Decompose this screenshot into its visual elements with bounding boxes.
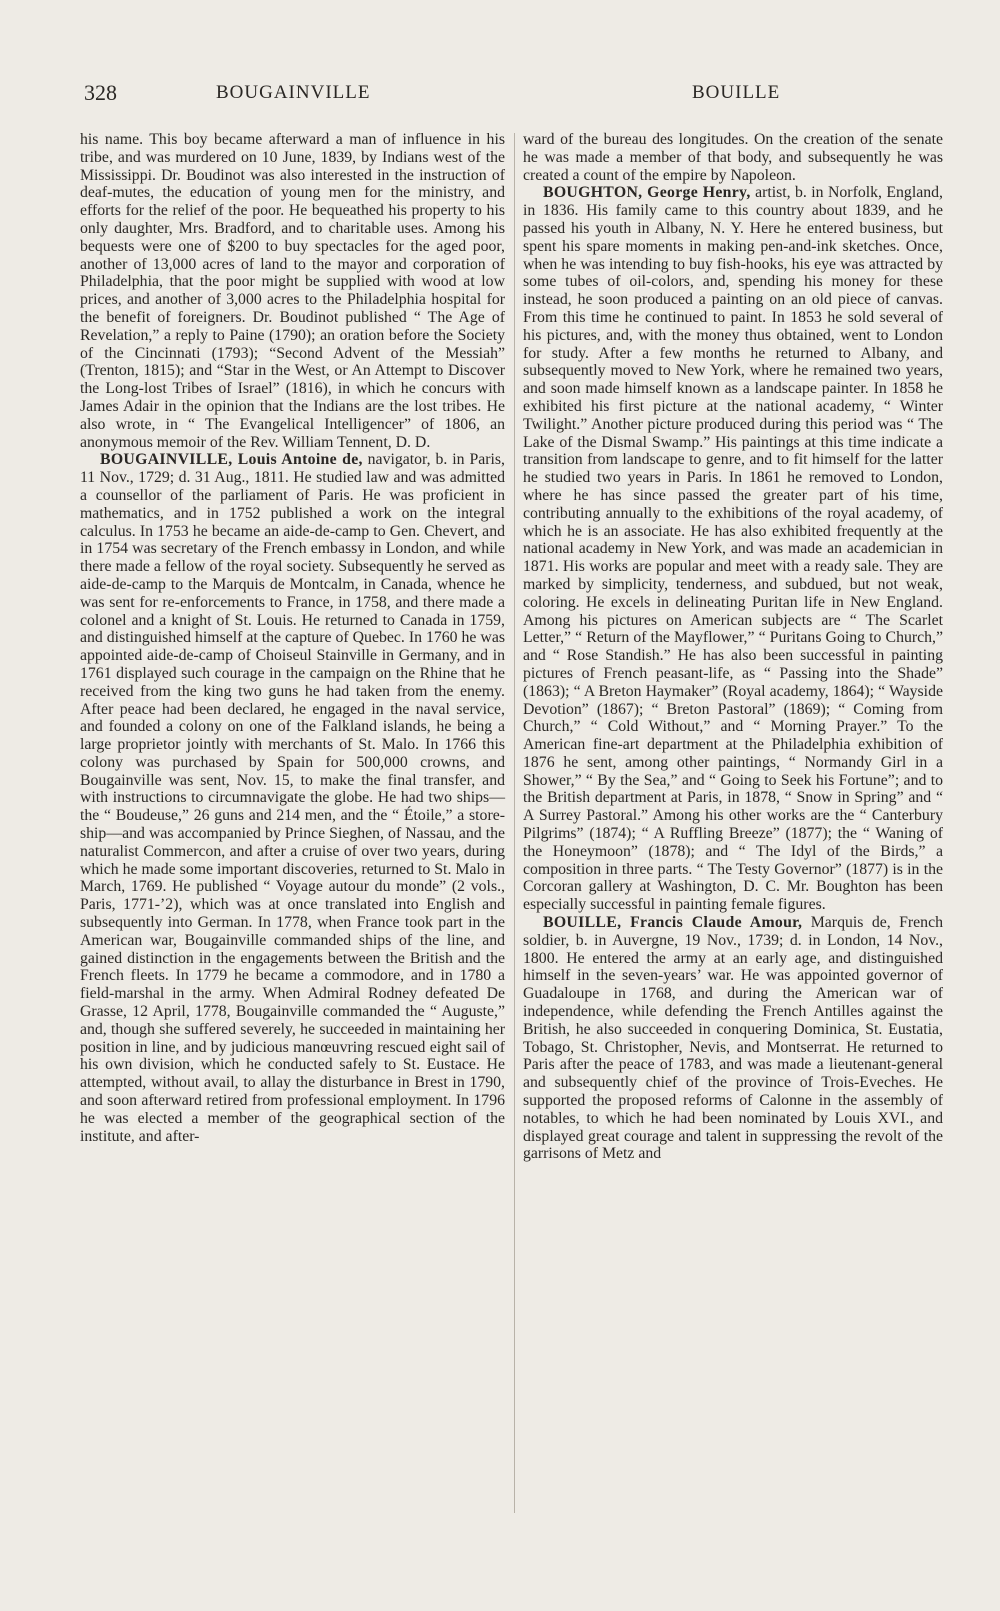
boughton-headword: BOUGHTON, George Henry, bbox=[543, 184, 751, 202]
bouille-headword: BOUILLE, Francis Claude Amour, bbox=[543, 914, 803, 932]
right-column bbox=[523, 131, 943, 1163]
right-running-headword: BOUILLE bbox=[692, 82, 781, 103]
bouille-entry bbox=[523, 914, 943, 1163]
bougainville-headword: BOUGAINVILLE, Louis Antoine de, bbox=[100, 451, 363, 469]
boughton-entry bbox=[523, 184, 943, 914]
left-running-headword: BOUGAINVILLE bbox=[216, 82, 371, 103]
bougainville-text: navigator, b. in Paris, 11 Nov., 1729; d. 31 Aug., 1811. He studied law and was admitted a counsellor of the parliament of Paris. He was proficient in mathematics, and in 1752 published a work on the integral calculus. In 1753 he became an aide-de-camp to Gen. Chevert, and in 1754 was secretary of the French embassy in London, and while there made a fellow of the royal society. Subsequently he served as aide-de-camp to the Marquis de Montcalm, in Canada, whence he was sent for re-enforcements to France, in 1758, and there made a colonel and a knight of St. Louis. He returned to Canada in 1759, and distinguished himself at the capture of Quebec. In 1760 he was appointed aide-de-camp of Choiseul Stainville in Germany, and in 1761 displayed such courage in the campaign on the Rhine that he received from the king two guns he had taken from the enemy. After peace had been declared, he engaged in the naval service, and founded a colony on one of the Falkland islands, he being a large proprietor jointly with merchants of St. Malo. In 1766 this colony was purchased by Spain for 500,000 crowns, and Bougainville was sent, Nov. 15, to make the final transfer, and with instructions to circumnavigate the globe. He had two ships—the “ Boudeuse,” 26 guns and 214 men, and the “ Étoile,” a store-ship—and was accompanied by Prince Sieghen, of Nassau, and the naturalist Commercon, and after a cruise of over two years, during which he made some important discoveries, returned to St. Malo in March, 1769. He published “ Voyage autour du monde” (2 vols., Paris, 1771-’2), which was at once translated into English and subsequently into German. In 1778, when France took part in the American war, Bougainville commanded ships of the line, and gained distinction in the engagements between the British and the French fleets. In 1779 he became a commodore, and in 1780 a field-marshal in the army. When Admiral Rodney defeated De Grasse, 12 April, 1778, Bougainville commanded the “ Auguste,” and, though she suffered severely, he succeeded in maintaining her position in line, and by judicious manœuvring rescued eight sail of his own division, which he conducted safely to St. Eustace. He attempted, without avail, to allay the disturbance in Brest in 1790, and soon afterward retired from professional employment. In 1796 he was elected a member of the geographical section of the institute, and after- bbox=[80, 451, 505, 1145]
boughton-text: artist, b. in Norfolk, England, in 1836. His family came to this country about 1839, and he passed his youth in Albany, N. Y. Here he entered business, but spent his spare moments in making pen-and-ink sketches. Once, when he was intending to buy fish-hooks, his eye was attracted by some tubes of oil-colors, and, spending his money for these instead, he soon produced a painting on an old piece of canvas. From this time he continued to paint. In 1853 he sold several of his pictures, and, with the money thus obtained, went to London for study. After a few months he returned to Albany, and subsequently moved to New York, where he remained two years, and soon made himself known as a landscape painter. In 1858 he exhibited his first picture at the national academy, “ Winter Twilight.” Another picture produced during this period was “ The Lake of the Dismal Swamp.” His paintings at this time indicate a transition from landscape to genre, and to fit himself for the latter he studied two years in Paris. In 1861 he removed to London, where he has since passed the greater part of his time, contributing annually to the exhibitions of the royal academy, of which he is an associate. He has also exhibited frequently at the national academy in New York, and was made an academician in 1871. His works are popular and meet with a ready sale. They are marked by simplicity, tenderness, and subdued, but not weak, coloring. He excels in delineating Puritan life in New England. Among his pictures on American subjects are “ The Scarlet Letter,” “ Return of the Mayflower,” “ Puritans Going to Church,” and “ Rose Standish.” He has also been successful in painting pictures of French peasant-life, as “ Passing into the Shade” (1863); “ A Breton Haymaker” (Royal academy, 1864); “ Wayside Devotion” (1867); “ Breton Pastoral” (1869); “ Coming from Church,” “ Cold Without,” and “ Morning Prayer.” To the American fine-art department at the Philadelphia exhibition of 1876 he sent, among other paintings, “ Normandy Girl in a Shower,” “ By the Sea,” and “ Going to Seek his Fortune”; and to the British department at Paris, in 1878, “ Snow in Spring” and “ A Surrey Pastoral.” Among his other works are the “ Canterbury Pilgrims” (1874); “ A Ruffling Breeze” (1877); the “ Waning of the Honeymoon” (1878); and “ The Idyl of the Birds,” a composition in three parts. “ The Testy Governor” (1877) is in the Corcoran gallery at Washington, D. C. Mr. Boughton has been especially successful in painting female figures. bbox=[523, 184, 943, 914]
bougainville-entry bbox=[80, 451, 505, 1145]
bougainville-continuation: ward of the bureau des longitudes. On the creation of the senate he was made a member of that body, and subsequently he was created a count of the empire by Napoleon. bbox=[523, 131, 943, 184]
page-number: 328 bbox=[84, 80, 117, 105]
left-column bbox=[80, 131, 505, 1145]
running-header bbox=[84, 80, 784, 110]
bouille-text: Marquis de, French soldier, b. in Auvergne, 19 Nov., 1739; d. in London, 14 Nov., 1800. He entered the army at an early age, and distinguished himself in the seven-years’ war. He was appointed governor of Guadaloupe in 1768, and during the American war of independence, while defending the French Antilles against the British, he also succeeded in conquering Dominica, St. Eustatia, Tobago, St. Christopher, Nevis, and Montserrat. He returned to Paris after the peace of 1783, and was made a lieutenant-general and subsequently chief of the province of Trois-Eveches. He supported the proposed reforms of Calonne in the assembly of notables, to which he had been nominated by Louis XVI., and displayed great courage and talent in suppressing the revolt of the garrisons of Metz and bbox=[523, 914, 943, 1163]
boudinot-continuation: his name. This boy became afterward a man of influence in his tribe, and was murdered on 10 June, 1839, by Indians west of the Mississippi. Dr. Boudinot was also interested in the instruction of deaf-mutes, the education of young men for the ministry, and efforts for the relief of the poor. He bequeathed his property to his only daughter, Mrs. Bradford, and to charitable uses. Among his bequests were one of $200 to buy spectacles for the aged poor, another of 13,000 acres of land to the mayor and corporation of Philadelphia, that the poor might be supplied with wood at low prices, and another of 3,000 acres to the Philadelphia hospital for the benefit of foreigners. Dr. Boudinot published “ The Age of Revelation,” a reply to Paine (1790); an oration before the Society of the Cincinnati (1793); “Second Advent of the Messiah” (Trenton, 1815); and “Star in the West, or An Attempt to Discover the Long-lost Tribes of Israel” (1816), in which he concurs with James Adair in the opinion that the Indians are the lost tribes. He also wrote, in “ The Evangelical Intelligencer” of 1806, an anonymous memoir of the Rev. William Tennent, D. D. bbox=[80, 131, 505, 451]
column-divider bbox=[514, 133, 515, 1513]
